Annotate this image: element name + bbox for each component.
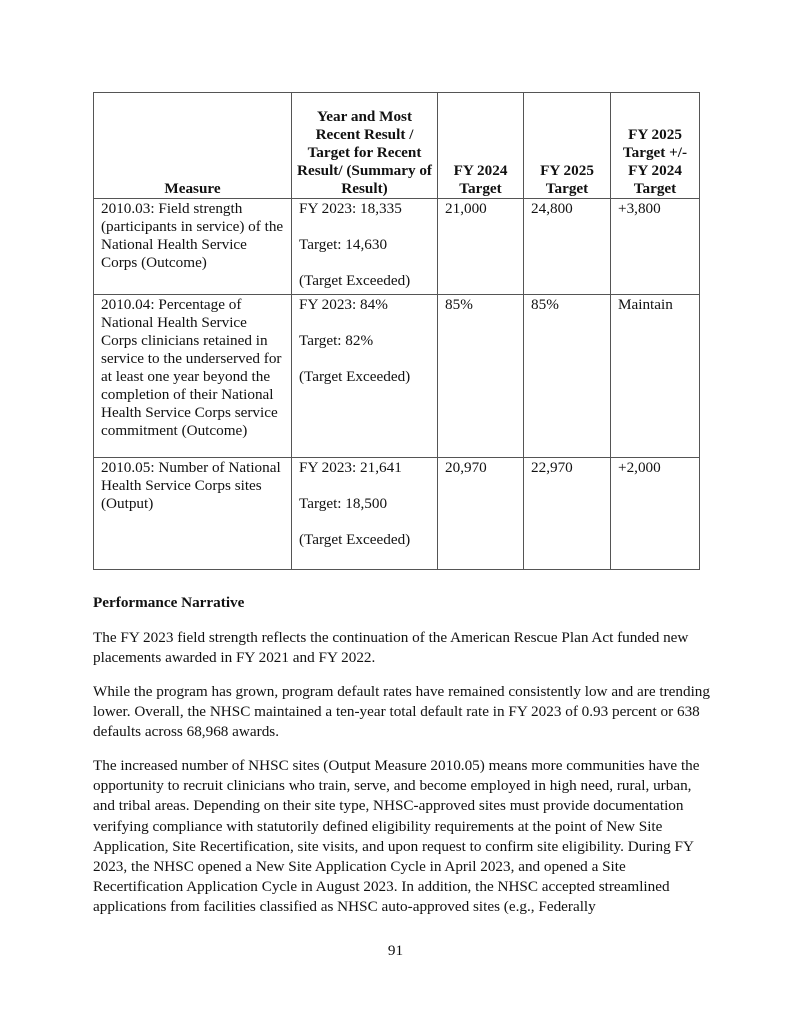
header-fy2024-target: FY 2024 Target [438, 93, 524, 199]
result-cell [292, 199, 438, 295]
result-target: Target: 82% [299, 332, 374, 349]
measure-cell: 2010.05: Number of National Health Service Corps sites (Output) [94, 458, 292, 570]
table-row [94, 295, 700, 458]
performance-measures-table [93, 92, 700, 570]
fy2025-target-cell: 24,800 [524, 199, 611, 295]
measure-cell: 2010.04: Percentage of National Health Service Corps clinicians retained in service to the underserved for at least one year beyond the completion of their National Health Service Corps service commitment (Outcome) [94, 295, 292, 458]
page-number: 91 [387, 942, 404, 959]
fy2024-target-cell: 21,000 [438, 199, 524, 295]
result-year: FY 2023: 84% [299, 296, 388, 313]
header-target-difference: FY 2025 Target +/- FY 2024 Target [611, 93, 700, 199]
result-cell [292, 295, 438, 458]
result-summary: (Target Exceeded) [299, 531, 411, 548]
result-year: FY 2023: 21,641 [299, 459, 402, 476]
result-cell [292, 458, 438, 570]
result-year: FY 2023: 18,335 [299, 200, 402, 217]
fy2024-target-cell: 85% [438, 295, 524, 458]
narrative-paragraph: While the program has grown, program default rates have remained consistently low and are trending lower. Overall, the NHSC maintained a ten-year total default rate in FY 2023 of 0.93 percent or 638 defaults across 68,968 awards. [93, 683, 710, 741]
result-summary: (Target Exceeded) [299, 368, 411, 385]
table-row [94, 199, 700, 295]
fy2025-target-cell: 85% [524, 295, 611, 458]
result-target: Target: 14,630 [299, 236, 388, 253]
narrative-paragraph: The increased number of NHSC sites (Output Measure 2010.05) means more communities have the opportunity to recruit clinicians who train, serve, and become employed in high need, rural, urban, and tribal areas. Depending on their site type, NHSC-approved sites must provide documentation verifying compliance with statutorily defined eligibility requirements at the point of New Site Application, Site Recertification, site visits, and upon request to confirm site eligibility. During FY 2023, the NHSC opened a New Site Application Cycle in April 2023, and opened a Site Recertification Application Cycle in August 2023. In addition, the NHSC accepted streamlined applications from facilities classified as NHSC auto-approved sites (e.g., Federally [93, 757, 700, 916]
measure-cell: 2010.03: Field strength (participants in service) of the National Health Service Corps (Outcome) [94, 199, 292, 295]
header-measure: Measure [94, 93, 292, 199]
header-fy2025-target: FY 2025 Target [524, 93, 611, 199]
table-header-row [94, 93, 700, 199]
section-heading: Performance Narrative [93, 594, 245, 611]
target-difference-cell: Maintain [611, 295, 700, 458]
target-difference-cell: +3,800 [611, 199, 700, 295]
result-summary: (Target Exceeded) [299, 272, 411, 289]
fy2024-target-cell: 20,970 [438, 458, 524, 570]
narrative-paragraph: The FY 2023 field strength reflects the continuation of the American Rescue Plan Act funded new placements awarded in FY 2021 and FY 2022. [93, 629, 689, 667]
result-target: Target: 18,500 [299, 495, 388, 512]
fy2025-target-cell: 22,970 [524, 458, 611, 570]
target-difference-cell: +2,000 [611, 458, 700, 570]
header-recent-result: Year and Most Recent Result / Target for Recent Result/ (Summary of Result) [292, 93, 438, 199]
table-row [94, 458, 700, 570]
